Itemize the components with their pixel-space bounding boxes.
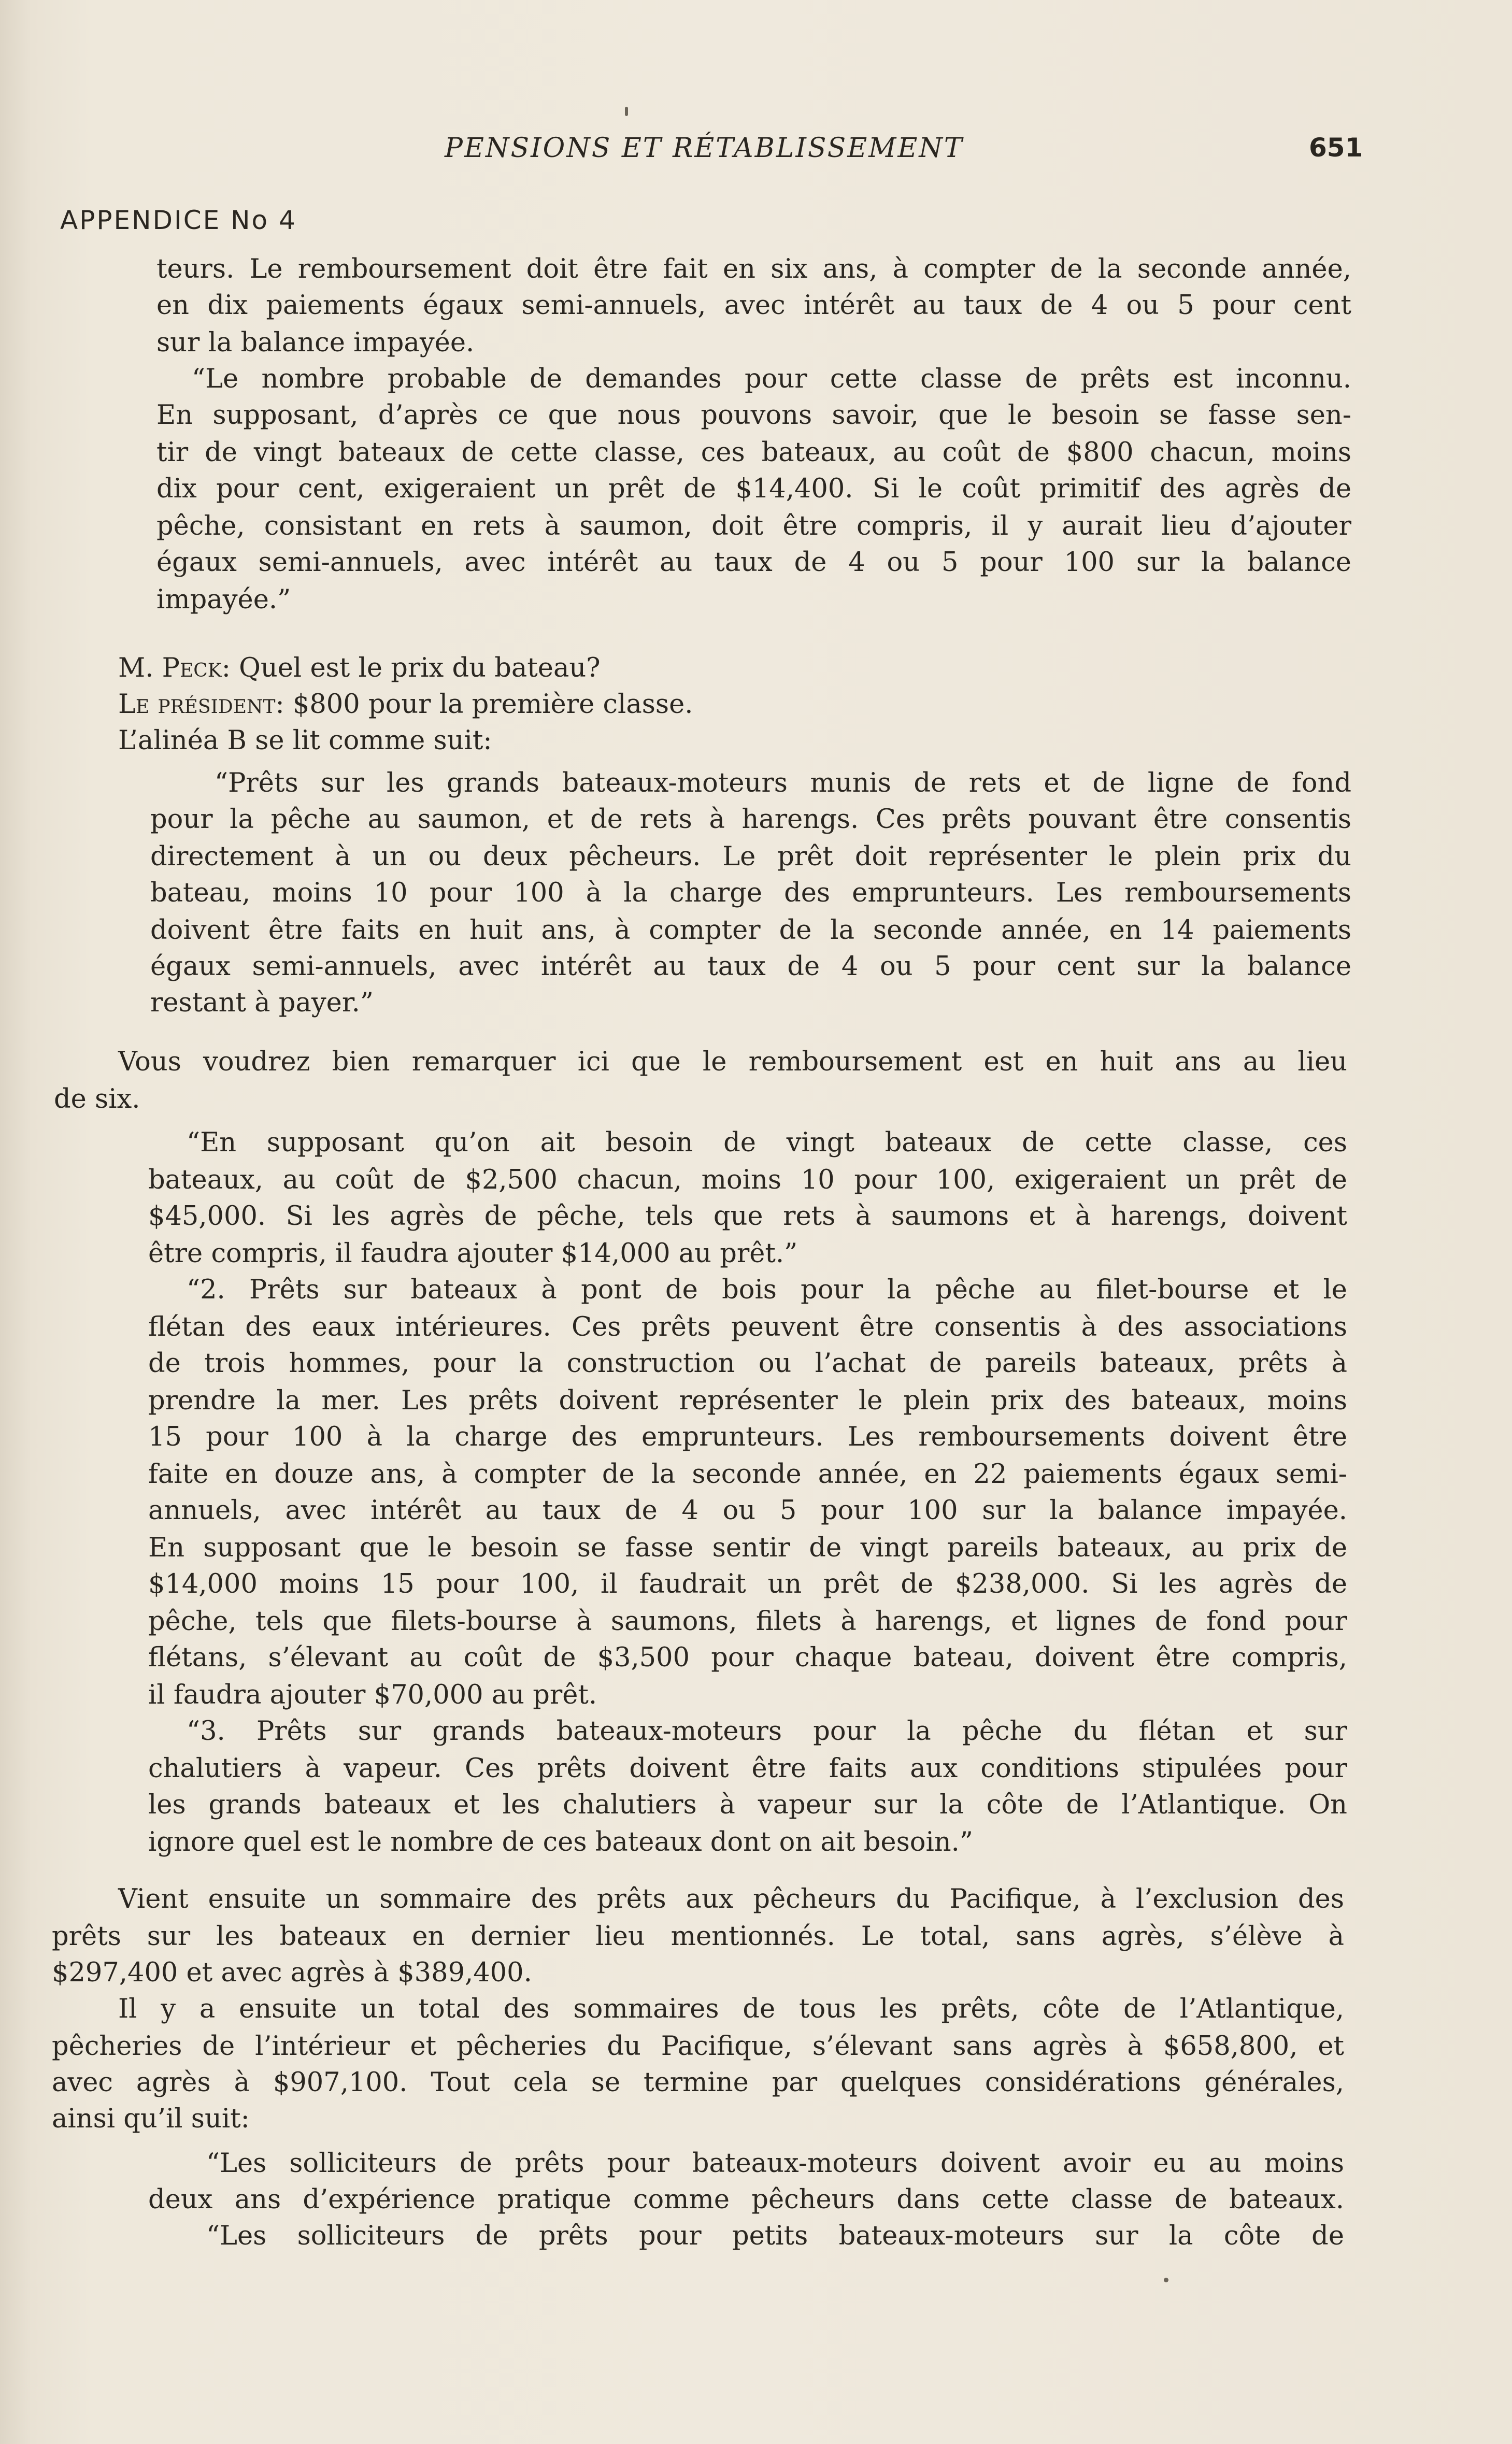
speaker-name: M. Peck [118,653,222,683]
text-line: pour la pêche au saumon, et de rets à harengs. Ces prêts pouvant être consentis [150,804,1351,835]
text-line: être compris, il faudra ajouter $14,000 au prêt.” [148,1238,798,1269]
text-line: impayée.” [156,584,291,615]
text-line: “Prêts sur les grands bateaux-moteurs munis de rets et de ligne de fond [215,768,1351,798]
text-line: $297,400 et avec agrès à $389,400. [52,1957,532,1988]
text-line: égaux semi-annuels, avec intérêt au taux de 4 ou 5 pour cent sur la balance [150,951,1351,982]
page-number: 651 [1309,133,1363,163]
text-line: de trois hommes, pour la construction ou l’achat de pareils bateaux, prêts à [148,1348,1347,1379]
text-line: dix pour cent, exigeraient un prêt de $14,400. Si le coût primitif des agrès de [156,474,1351,504]
text-line: en dix paiements égaux semi-annuels, avec intérêt au taux de 4 ou 5 pour cent [156,290,1351,321]
text-line: pêche, consistant en rets à saumon, doit être compris, il y aurait lieu d’ajouter [156,511,1351,541]
text-line: En supposant que le besoin se fasse sentir de vingt pareils bateaux, au prix de [148,1533,1347,1563]
text-line: “3. Prêts sur grands bateaux-moteurs pour la pêche du flétan et sur [187,1716,1347,1747]
speaker-text: : $800 pour la première classe. [275,689,693,720]
dialogue-line [118,653,601,684]
text-line: bateau, moins 10 pour 100 à la charge des emprunteurs. Les remboursements [150,878,1351,908]
text-line: chalutiers à vapeur. Ces prêts doivent être faits aux conditions stipulées pour [148,1753,1347,1784]
text-line: il faudra ajouter $70,000 au prêt. [148,1680,597,1710]
text-line: égaux semi-annuels, avec intérêt au taux de 4 ou 5 pour 100 sur la balance [156,547,1351,578]
text-line: doivent être faits en huit ans, à compter de la seconde année, en 14 paiements [150,915,1351,946]
text-line: pêcheries de l’intérieur et pêcheries du Pacifique, s’élevant sans agrès à $658,800, et [52,2031,1344,2062]
text-line: $14,000 moins 15 pour 100, il faudrait un prêt de $238,000. Si les agrès de [148,1569,1347,1599]
text-line: pêche, tels que filets-bourse à saumons, filets à harengs, et lignes de fond pour [148,1606,1347,1637]
text-line: “En supposant qu’on ait besoin de vingt bateaux de cette classe, ces [187,1127,1347,1158]
text-line: “Les solliciteurs de prêts pour bateaux-moteurs doivent avoir eu au moins [206,2148,1344,2179]
text-line: 15 pour 100 à la charge des emprunteurs. Les remboursements doivent être [148,1422,1347,1452]
text-line: Il y a ensuite un total des sommaires de tous les prêts, côte de l’Atlantique, [118,1994,1344,2024]
text-line: “Les solliciteurs de prêts pour petits bateaux-moteurs sur la côte de [206,2221,1344,2251]
speaker-text: : Quel est le prix du bateau? [221,653,601,683]
text-line: sur la balance impayée. [156,327,475,358]
text-line: de six. [54,1084,140,1114]
text-line: avec agrès à $907,100. Tout cela se termine par quelques considérations générales, [52,2067,1344,2098]
text-line: ignore quel est le nombre de ces bateaux dont on ait besoin.” [148,1827,973,1857]
text-line: Vous voudrez bien remarquer ici que le remboursement est en huit ans au lieu [118,1047,1347,1077]
text-line: prendre la mer. Les prêts doivent représenter le plein prix des bateaux, moins [148,1385,1347,1416]
text-line: teurs. Le remboursement doit être fait en six ans, à compter de la seconde année, [156,254,1351,284]
text-line: $45,000. Si les agrès de pêche, tels que rets à saumons et à harengs, doivent [148,1201,1347,1232]
text-line: “2. Prêts sur bateaux à pont de bois pour la pêche au filet-bourse et le [187,1275,1347,1305]
text-line: directement à un ou deux pêcheurs. Le prêt doit représenter le plein prix du [150,841,1351,872]
text-line: tir de vingt bateaux de cette classe, ces bateaux, au coût de $800 chacun, moins [156,437,1351,468]
print-speck [1164,2278,1168,2282]
text-line: bateaux, au coût de $2,500 chacun, moins 10 pour 100, exigeraient un prêt de [148,1165,1347,1195]
running-title: PENSIONS ET RÉTABLISSEMENT [445,133,964,164]
text-line: L’alinéa B se lit comme suit: [118,725,492,756]
text-line: annuels, avec intérêt au taux de 4 ou 5 pour 100 sur la balance impayée. [148,1495,1347,1526]
text-line: deux ans d’expérience pratique comme pêcheurs dans cette classe de bateaux. [148,2184,1344,2215]
text-line: ainsi qu’il suit: [52,2104,250,2134]
text-line: flétan des eaux intérieures. Ces prêts peuvent être consentis à des associations [148,1312,1347,1342]
appendix-label: APPENDICE No 4 [60,205,297,235]
dialogue-line [118,689,693,720]
text-line: restant à payer.” [150,988,374,1018]
text-line: Vient ensuite un sommaire des prêts aux pêcheurs du Pacifique, à l’exclusion des [118,1884,1344,1914]
text-line: faite en douze ans, à compter de la seconde année, en 22 paiements égaux semi- [148,1459,1347,1490]
speaker-name: Le président [118,689,276,720]
text-line: flétans, s’élevant au coût de $3,500 pour chaque bateau, doivent être compris, [148,1642,1347,1673]
text-line: En supposant, d’après ce que nous pouvons savoir, que le besoin se fasse sen- [156,400,1351,431]
text-line: prêts sur les bateaux en dernier lieu mentionnés. Le total, sans agrès, s’élève à [52,1921,1344,1952]
print-speck [625,107,628,116]
text-line: “Le nombre probable de demandes pour cette classe de prêts est inconnu. [192,364,1351,394]
text-line: les grands bateaux et les chalutiers à vapeur sur la côte de l’Atlantique. On [148,1790,1347,1820]
